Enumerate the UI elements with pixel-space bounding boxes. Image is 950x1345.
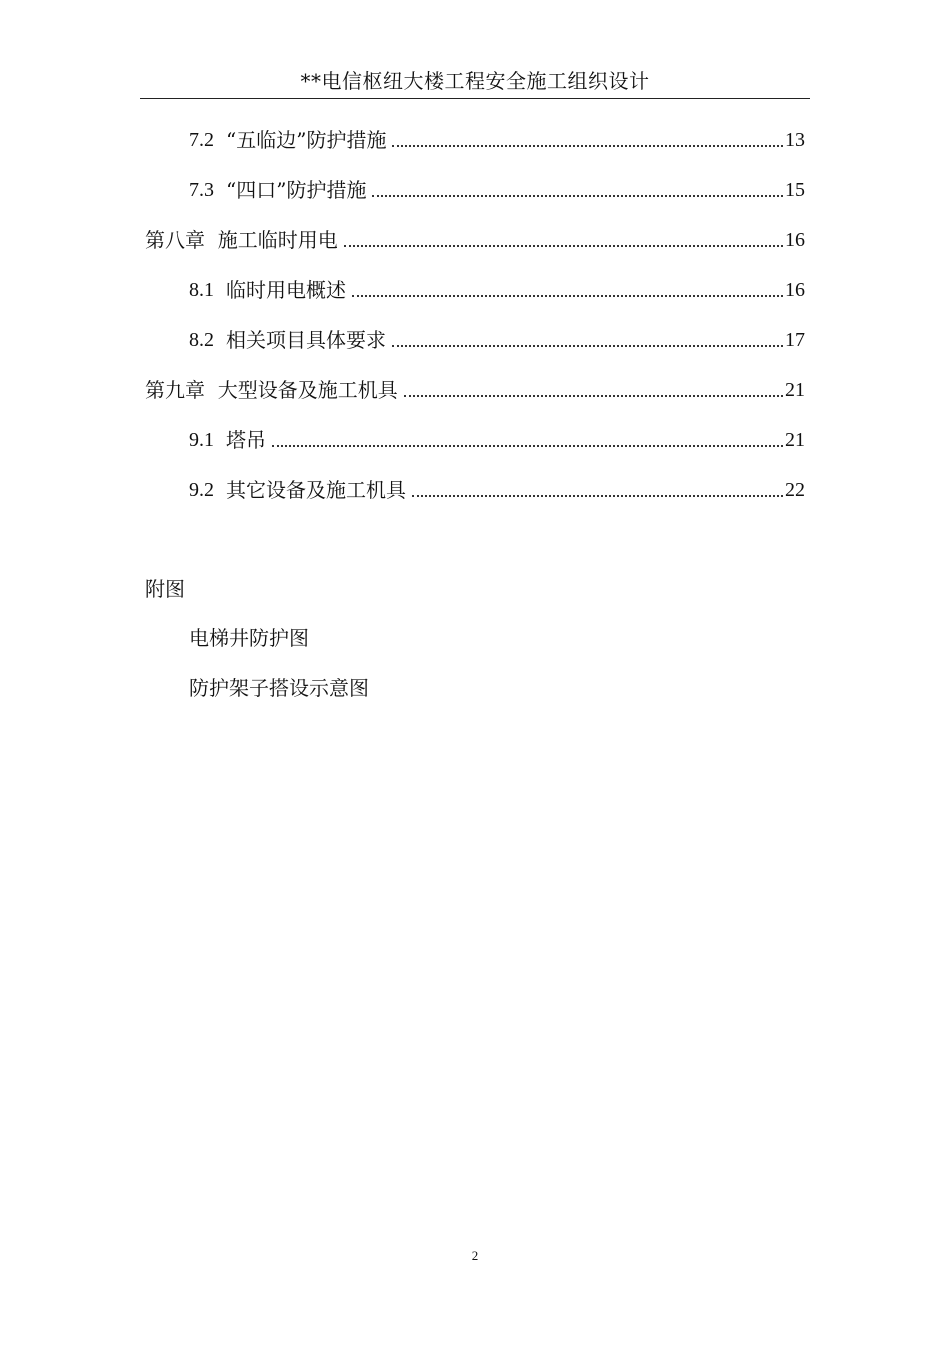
- page-number: 2: [471, 1248, 479, 1263]
- toc-chapter-entry[interactable]: [145, 225, 805, 255]
- toc-dot-leader: [412, 495, 783, 497]
- appendix-heading: 附图: [145, 577, 185, 601]
- toc-entry-page: 17: [785, 329, 805, 351]
- toc-entry-number: 7.2: [189, 129, 214, 151]
- toc-entry-number: 8.2: [189, 329, 214, 351]
- toc-entry-page: 22: [785, 479, 805, 501]
- toc-entry[interactable]: [189, 475, 805, 505]
- toc-entry-page: 16: [785, 279, 805, 301]
- toc-entry-title: 塔吊: [226, 428, 266, 452]
- toc-entry-title: “四口”防护措施: [226, 178, 367, 202]
- toc-entry-page: 15: [785, 179, 805, 201]
- toc-entry-title: “五临边”防护措施: [226, 128, 387, 152]
- toc-entry-title: 其它设备及施工机具: [226, 478, 406, 502]
- toc-entry-page: 21: [785, 429, 805, 451]
- toc-dot-leader: [344, 245, 783, 247]
- toc-entry-number: 9.1: [189, 429, 214, 451]
- toc-entry-number: 7.3: [189, 179, 214, 201]
- toc-entry-title: 第八章 施工临时用电: [145, 228, 338, 252]
- toc-entry-page: 13: [785, 129, 805, 151]
- toc-entry[interactable]: [189, 125, 805, 155]
- toc-dot-leader: [272, 445, 783, 447]
- toc-entry[interactable]: [189, 275, 805, 305]
- toc-entry-title: 第九章 大型设备及施工机具: [145, 378, 398, 402]
- toc-entry-number: 9.2: [189, 479, 214, 501]
- document-title: **电信枢纽大楼工程安全施工组织设计: [300, 69, 650, 93]
- toc-dot-leader: [392, 345, 783, 347]
- toc-entry[interactable]: [189, 175, 805, 205]
- toc-entry-page: 16: [785, 229, 805, 251]
- toc-dot-leader: [352, 295, 783, 297]
- toc-dot-leader: [372, 195, 783, 197]
- toc-dot-leader: [392, 145, 783, 147]
- appendix-item: 防护架子搭设示意图: [189, 676, 369, 700]
- toc-entry-number: 8.1: [189, 279, 214, 301]
- toc-entry-page: 21: [785, 379, 805, 401]
- toc-chapter-entry[interactable]: [145, 375, 805, 405]
- toc-entry[interactable]: [189, 325, 805, 355]
- toc-entry-title: 临时用电概述: [226, 278, 346, 302]
- toc-dot-leader: [404, 395, 783, 397]
- appendix-item: 电梯井防护图: [189, 626, 309, 650]
- toc-entry-title: 相关项目具体要求: [226, 328, 386, 352]
- header-divider: [140, 98, 810, 99]
- toc-entry[interactable]: [189, 425, 805, 455]
